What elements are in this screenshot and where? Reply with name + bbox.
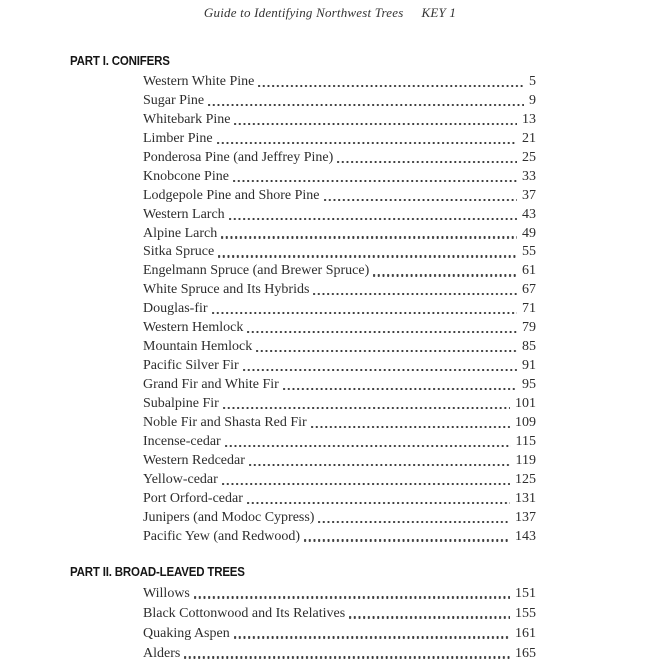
- dot-leader: [258, 85, 524, 87]
- entry-title: Pacific Yew (and Redwood): [143, 528, 301, 544]
- toc-entry-row: [143, 92, 536, 111]
- toc-entry-row: [143, 281, 536, 300]
- entry-page: 33: [522, 168, 536, 184]
- dot-leader: [304, 539, 510, 541]
- dot-leader: [221, 236, 517, 238]
- entry-title: Whitebark Pine: [143, 111, 231, 127]
- entry-page: 79: [522, 320, 536, 336]
- dot-leader: [229, 218, 517, 220]
- dot-leader: [313, 293, 517, 295]
- dot-leader: [217, 142, 517, 144]
- toc-entry-row: [143, 225, 536, 244]
- entry-title: Willows: [143, 585, 190, 601]
- entry-title: Port Orford-cedar: [143, 490, 243, 506]
- toc-entry-row: [143, 168, 536, 187]
- entry-title: Western White Pine: [143, 74, 255, 89]
- dot-leader: [223, 407, 510, 409]
- entry-page: 115: [515, 433, 536, 449]
- entry-page: 85: [522, 339, 536, 355]
- entry-list: [70, 584, 536, 660]
- toc-entry-row: [143, 357, 536, 376]
- toc-entry-row: [143, 528, 536, 547]
- entry-page: 155: [515, 605, 536, 621]
- entry-title: Yellow-cedar: [143, 471, 218, 487]
- entry-page: 119: [515, 452, 536, 468]
- entry-page: 71: [522, 301, 536, 317]
- toc-entry-row: [143, 584, 536, 604]
- section-heading: PART I. CONIFERS: [70, 54, 170, 68]
- entry-title: Sugar Pine: [143, 92, 205, 108]
- dot-leader: [324, 199, 517, 201]
- dot-leader: [243, 369, 517, 371]
- dot-leader: [256, 350, 517, 352]
- entry-title: Lodgepole Pine and Shore Pine: [143, 187, 320, 203]
- entry-page: 37: [522, 187, 536, 203]
- entry-title: Junipers (and Modoc Cypress): [143, 509, 315, 525]
- entry-title: Knobcone Pine: [143, 168, 229, 184]
- toc-entry-row: [143, 73, 536, 92]
- entry-title: White Spruce and Its Hybrids: [143, 282, 310, 298]
- entry-title: Sitka Spruce: [143, 244, 215, 260]
- entry-title: Black Cottonwood and Its Relatives: [143, 605, 346, 621]
- toc-entry-row: [143, 319, 536, 338]
- entry-page: 49: [522, 225, 536, 241]
- dot-leader: [222, 483, 510, 485]
- entry-title: Grand Fir and White Fir: [143, 377, 279, 392]
- entry-page: 165: [515, 645, 536, 660]
- entry-title: Western Redcedar: [143, 452, 245, 468]
- entry-page: 101: [515, 395, 536, 411]
- entry-title: Noble Fir and Shasta Red Fir: [143, 414, 307, 430]
- toc-entry-row: [143, 414, 536, 433]
- toc-entry-row: [143, 604, 536, 624]
- toc-entry-row: [143, 130, 536, 149]
- toc-entry-row: [143, 471, 536, 490]
- entry-page: 109: [515, 414, 536, 430]
- entry-page: 55: [522, 244, 536, 260]
- toc-entry-row: [143, 452, 536, 471]
- toc-entry-row: [143, 490, 536, 509]
- entry-page: 137: [515, 509, 536, 525]
- toc-entry-row: [143, 111, 536, 130]
- dot-leader: [234, 636, 510, 638]
- entry-page: 131: [515, 490, 536, 506]
- entry-page: 91: [522, 358, 536, 374]
- dot-leader: [349, 616, 510, 618]
- toc-entry-row: [143, 338, 536, 357]
- entry-page: 9: [529, 92, 536, 108]
- entry-page: 125: [515, 471, 536, 487]
- entry-title: Quaking Aspen: [143, 625, 230, 641]
- toc-entry-row: [143, 395, 536, 414]
- entry-page: 21: [522, 130, 536, 146]
- dot-leader: [218, 255, 517, 257]
- dot-leader: [247, 331, 517, 333]
- entry-title: Douglas-fir: [143, 301, 208, 317]
- toc-entry-row: [143, 509, 536, 528]
- dot-leader: [233, 180, 517, 182]
- toc-entry-row: [143, 149, 536, 168]
- toc-entry-row: [143, 187, 536, 206]
- entry-page: 161: [515, 625, 536, 641]
- dot-leader: [373, 274, 517, 276]
- entry-title: Limber Pine: [143, 130, 213, 146]
- dot-leader: [249, 464, 511, 466]
- entry-title: Engelmann Spruce (and Brewer Spruce): [143, 263, 370, 279]
- entry-title: Mountain Hemlock: [143, 339, 253, 355]
- dot-leader: [318, 521, 510, 523]
- entry-title: Alpine Larch: [143, 225, 218, 241]
- dot-leader: [212, 312, 517, 314]
- toc-entry-row: [143, 262, 536, 281]
- toc: [70, 55, 536, 660]
- dot-leader: [311, 426, 510, 428]
- running-header-title: Guide to Identifying Northwest Trees: [203, 5, 404, 20]
- entry-page: 67: [522, 282, 536, 298]
- toc-entry-row: [143, 624, 536, 644]
- toc-section: [70, 566, 536, 660]
- entry-title: Subalpine Fir: [143, 395, 219, 411]
- toc-entry-row: [143, 243, 536, 262]
- toc-entry-row: [143, 206, 536, 225]
- toc-entry-row: [143, 376, 536, 395]
- dot-leader: [208, 104, 524, 106]
- entry-title: Western Hemlock: [143, 320, 244, 336]
- running-header-key: KEY 1: [421, 5, 457, 20]
- entry-list: [70, 73, 536, 546]
- entry-page: 143: [515, 528, 536, 544]
- entry-page: 95: [522, 377, 536, 392]
- entry-page: 5: [529, 74, 536, 89]
- toc-entry-row: [143, 644, 536, 660]
- dot-leader: [194, 596, 510, 598]
- running-header: [0, 5, 660, 21]
- dot-leader: [337, 161, 517, 163]
- toc-entry-row: [143, 300, 536, 319]
- toc-entry-row: [143, 433, 536, 452]
- entry-title: Ponderosa Pine (and Jeffrey Pine): [143, 149, 334, 165]
- entry-title: Incense-cedar: [143, 433, 221, 449]
- entry-page: 25: [522, 149, 536, 165]
- entry-title: Western Larch: [143, 206, 225, 222]
- dot-leader: [247, 502, 510, 504]
- entry-title: Alders: [143, 645, 181, 660]
- entry-page: 61: [522, 263, 536, 279]
- dot-leader: [283, 388, 517, 390]
- entry-page: 13: [522, 111, 536, 127]
- toc-section: [70, 55, 536, 546]
- dot-leader: [225, 445, 511, 447]
- entry-page: 151: [515, 585, 536, 601]
- entry-title: Pacific Silver Fir: [143, 358, 239, 374]
- dot-leader: [184, 656, 510, 658]
- dot-leader: [234, 123, 517, 125]
- entry-page: 43: [522, 206, 536, 222]
- section-heading: PART II. BROAD-LEAVED TREES: [70, 564, 245, 579]
